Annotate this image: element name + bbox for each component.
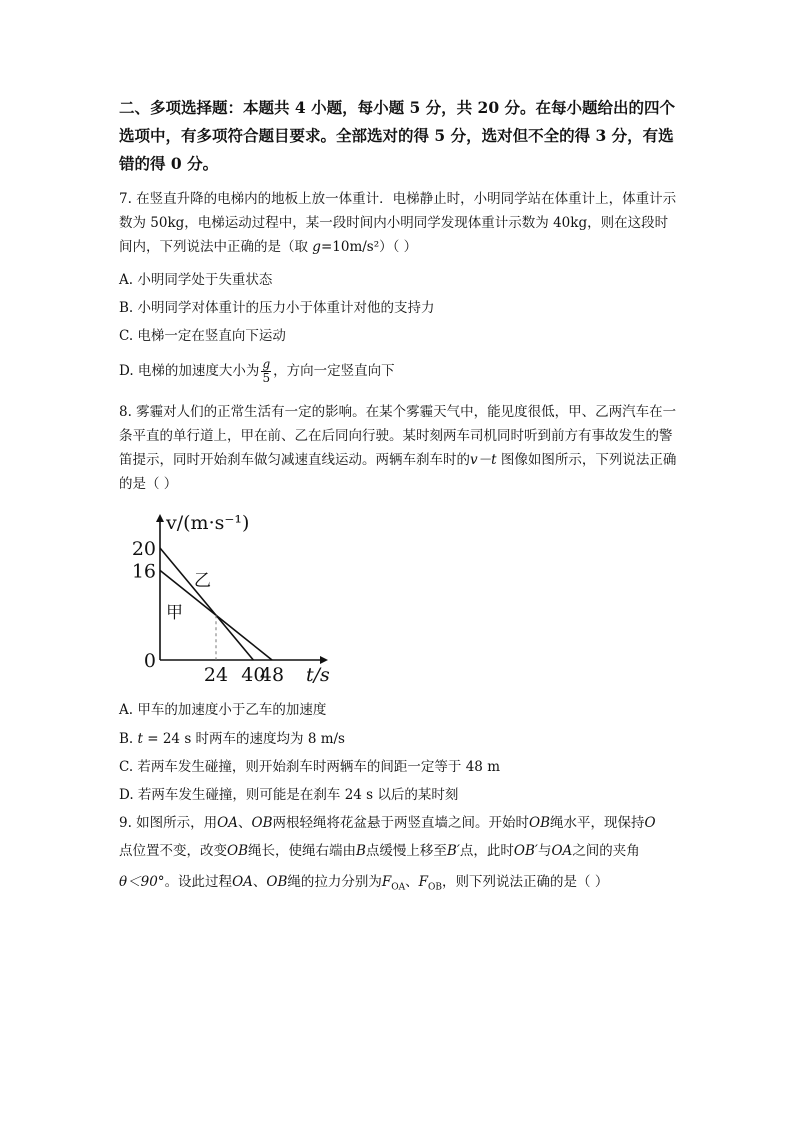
q9-text: 绳的拉力分别为	[287, 874, 382, 890]
q7-option-b[interactable]: B. 小明同学对体重计的压力小于体重计对他的支持力	[119, 300, 435, 316]
q8-stem-vt: v－t	[470, 452, 497, 468]
q8-option-b-t: t	[137, 731, 143, 747]
series-label-yi: 乙	[194, 571, 211, 591]
q9-text: 。设此过程	[164, 874, 233, 890]
q9-force-f: F	[381, 874, 392, 890]
x-tick-label: 24	[203, 664, 229, 686]
q9-oa: OA	[217, 815, 238, 831]
q8-option-b-prefix: B.	[119, 731, 138, 747]
q9-oa: OA	[232, 874, 253, 890]
q8-stem-text: 8. 雾霾对人们的正常生活有一定的影响。在某个雾霾天气中，能见度很低，甲、乙两汽车在一条平直的单行道上，甲在前、乙在后同向行驶。某时刻两车司机同时听到前方有事故发生的警笛提示，同时开始刹车做匀减速直线运动。两辆车刹车时的	[119, 404, 677, 468]
q7-option-d[interactable]	[119, 358, 395, 385]
q9-text: 与	[537, 843, 552, 859]
fraction-numerator: g	[262, 357, 271, 371]
q9-force-f: F	[418, 874, 429, 890]
q7-option-a[interactable]: A. 小明同学处于失重状态	[119, 272, 273, 288]
question-9-line-2	[119, 841, 640, 861]
q9-text: 9. 如图所示，用	[119, 815, 218, 831]
q9-text: 绳长，使绳右端由	[248, 843, 356, 859]
x-axis-label: t/s	[306, 664, 330, 686]
q9-ob: OB	[251, 815, 273, 831]
q9-force-ob-sub: OB	[428, 882, 443, 893]
y-axis-label: v/(m·s⁻¹)	[166, 512, 250, 534]
q9-text: 点，此时	[459, 843, 514, 859]
q7-option-d-fraction	[261, 358, 271, 385]
q9-text: ，则下列说法正确的是（ ）	[442, 874, 609, 890]
y-tick-label: 20	[131, 538, 156, 560]
q8-option-a[interactable]: A. 甲车的加速度小于乙车的加速度	[119, 702, 327, 718]
q8-option-b[interactable]	[119, 729, 345, 749]
vt-graph	[120, 504, 340, 694]
q9-text: 点缓慢上移至	[365, 843, 447, 859]
section-title: 二、多项选择题：本题共 4 小题，每小题 5 分，共 20 分。在每小题给出的四个选项中，有多项符合题目要求。全部选对的得 5 分，选对但不全的得 3 分，有选错的得 0 分。	[119, 98, 676, 173]
q9-text: 点位置不变，改变	[119, 843, 227, 859]
q9-sep: 、	[252, 874, 267, 890]
q9-oa: OA	[551, 843, 573, 859]
q8-option-d[interactable]: D. 若两车发生碰撞，则可能是在刹车 24 s 以后的某时刻	[119, 787, 459, 803]
q7-stem-g: g	[312, 239, 321, 255]
q8-option-b-suffix: = 24 s 时两车的速度均为 8 m/s	[142, 731, 345, 747]
fraction-denominator: 5	[262, 371, 271, 385]
y-tick-label: 16	[131, 560, 156, 583]
q9-text: 绳水平，现保持	[550, 815, 645, 831]
question-8-stem	[119, 400, 679, 496]
series-label-jia: 甲	[166, 603, 183, 623]
q9-o: O	[644, 815, 656, 831]
q7-option-d-prefix: D. 电梯的加速度大小为	[119, 363, 260, 379]
q9-ob: OB	[266, 874, 288, 890]
question-7-stem	[119, 187, 679, 259]
q9-b-prime: B′	[446, 843, 460, 859]
q9-b: B	[356, 843, 366, 859]
q8-option-c[interactable]: C. 若两车发生碰撞，则开始刹车时两辆车的间距一定等于 48 m	[119, 759, 500, 775]
q9-ob: OB	[529, 815, 550, 831]
q9-ob-prime: OB′	[513, 843, 538, 859]
q9-text: 两根轻绳将花盆悬于两竖直墙之间。开始时	[272, 815, 529, 831]
tick-labels	[132, 538, 284, 686]
x-tick-label: 48	[259, 664, 285, 686]
q7-stem-text: 7. 在竖直升降的电梯内的地板上放一体重计．电梯静止时，小明同学站在体重计上，体重计示数为 50kg，电梯运动过程中，某一段时间内小明同学发现体重计示数为 40kg，则在这段时间内，下列说法中正确的是（取	[119, 191, 677, 255]
q9-sep: 、	[405, 874, 419, 890]
question-9-line-1	[119, 813, 656, 833]
q9-theta: θ＜90°	[119, 874, 165, 890]
q7-stem-text-end: =10m/s²）（ ）	[320, 239, 418, 255]
q8-stem-text-end: 图像如图所示，下列说法正确的是（ ）	[119, 452, 677, 492]
q9-text: 之间的夹角	[572, 843, 640, 859]
q9-force-oa-sub: OA	[391, 882, 406, 893]
y-tick-label: 0	[143, 650, 156, 672]
x-tick-label: 40	[241, 664, 266, 686]
q7-option-d-suffix: ，方向一定竖直向下	[273, 363, 395, 379]
q9-ob: OB	[227, 843, 248, 859]
q7-option-c[interactable]: C. 电梯一定在竖直向下运动	[119, 328, 286, 344]
question-9-line-3	[119, 872, 608, 898]
q9-sep: 、	[238, 815, 252, 831]
